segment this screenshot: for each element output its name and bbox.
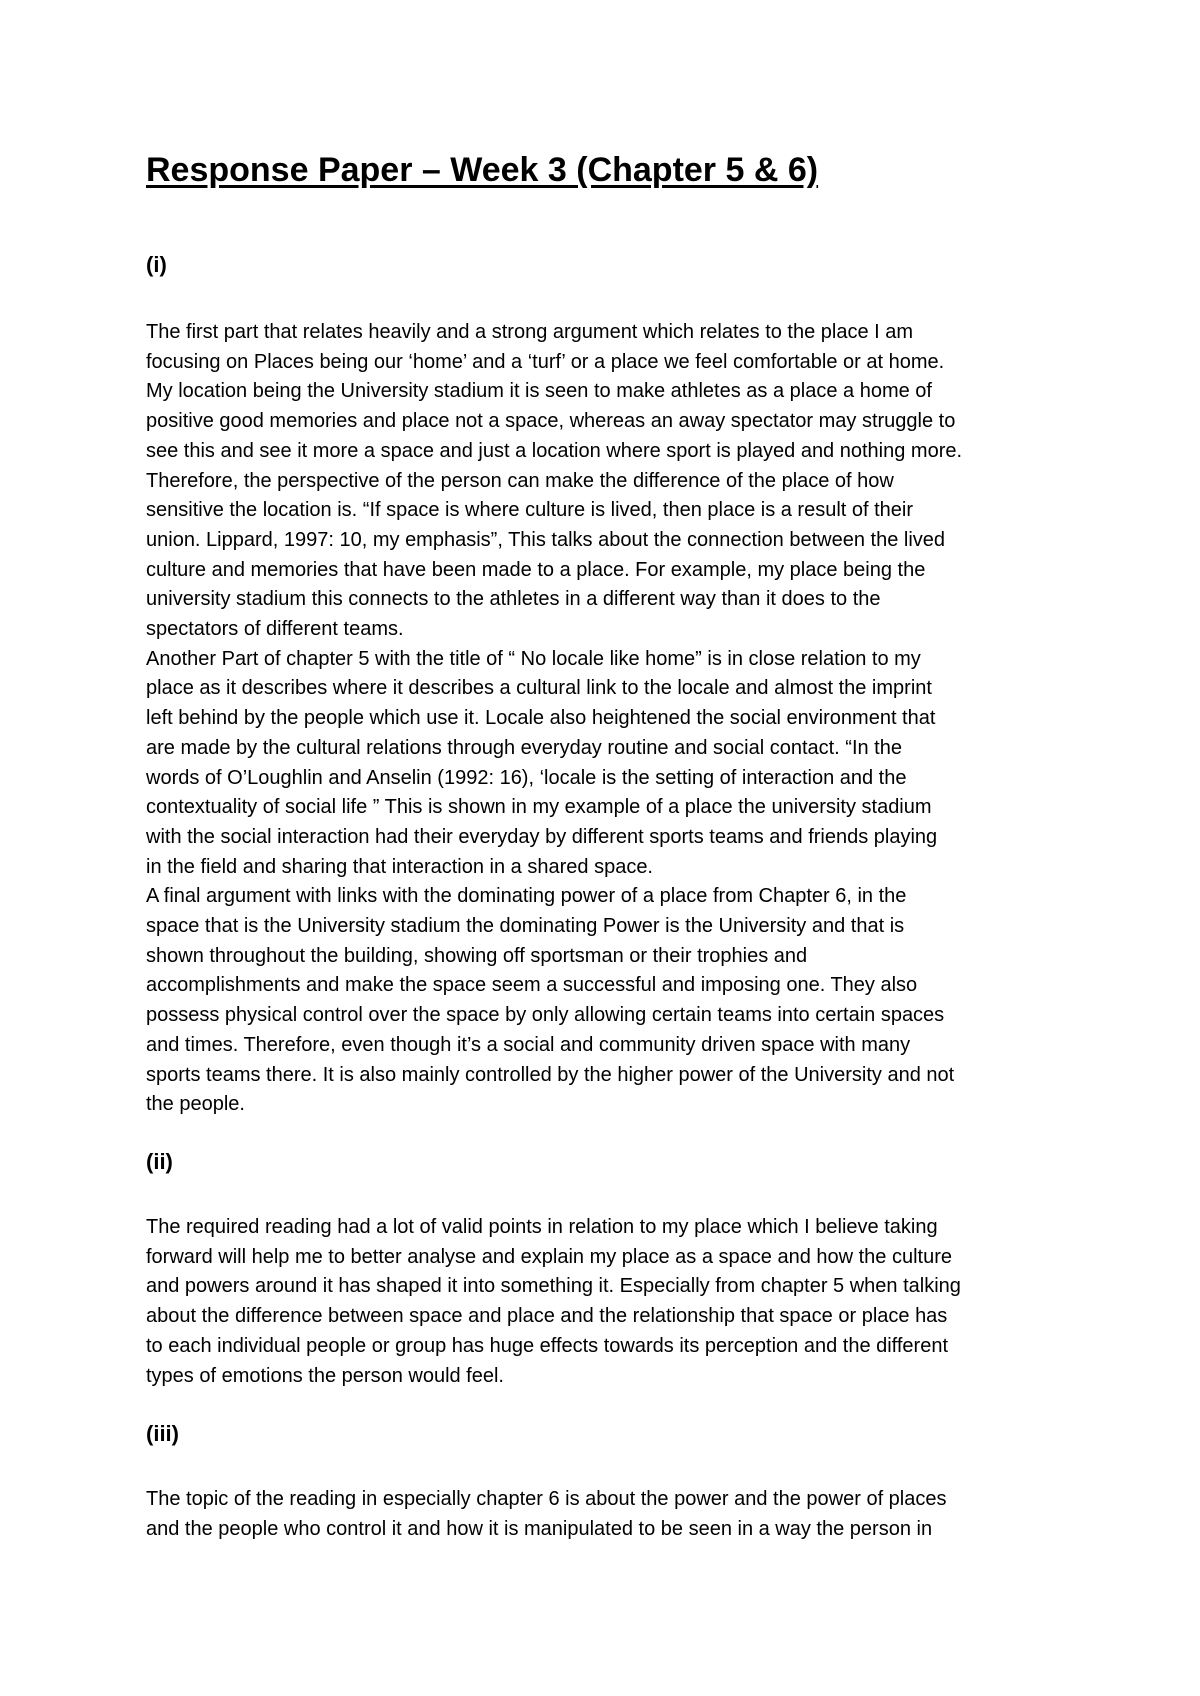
body-line: university stadium this connects to the athletes in a different way than it does to the [146,588,881,611]
body-line: spectators of different teams. [146,618,404,641]
body-line: types of emotions the person would feel. [146,1364,504,1387]
body-line: The first part that relates heavily and a strong argument which relates to the place I am [146,321,914,343]
body-line: the people. [146,1093,245,1116]
body-line: forward will help me to better analyse and explain my place as a space and how the culture [146,1245,953,1268]
body-line: and times. Therefore, even though it’s a social and community driven space with many [146,1033,911,1056]
body-line: Therefore, the perspective of the person can make the difference of the place of how [146,469,894,492]
body-line: sensitive the location is. “If space is where culture is lived, then place is a result of their [146,499,914,522]
body-line: accomplishments and make the space seem a successful and imposing one. They also [146,974,918,997]
body-line: The required reading had a lot of valid points in relation to my place which I believe taking [146,1215,938,1238]
section-body-iii [146,1485,1066,1544]
section-heading-i: (i) [146,252,167,277]
section-body-ii [146,1213,1066,1391]
document-title: Response Paper – Week 3 (Chapter 5 & 6) [146,151,819,189]
body-line: see this and see it more a space and just a location where sport is played and nothing more. [146,439,963,462]
body-line: My location being the University stadium it is seen to make athletes as a place a home of [146,380,932,403]
body-line: sports teams there. It is also mainly controlled by the higher power of the University and not [146,1063,955,1086]
body-line: with the social interaction had their everyday by different sports teams and friends playing [146,825,938,848]
body-line: positive good memories and place not a space, whereas an away spectator may struggle to [146,410,956,433]
body-line: and the people who control it and how it is manipulated to be seen in a way the person in [146,1517,933,1540]
body-line: contextuality of social life ” This is shown in my example of a place the university stadium [146,796,932,819]
body-line: in the field and sharing that interaction in a shared space. [146,855,653,878]
body-line: Another Part of chapter 5 with the title of “ No locale like home” is in close relation to my [146,647,921,670]
body-line: are made by the cultural relations through everyday routine and social contact. “In the [146,736,902,759]
body-line: A final argument with links with the dominating power of a place from Chapter 6, in the [146,885,907,908]
body-line: left behind by the people which use it. Locale also heightened the social environment that [146,707,936,730]
section-heading-ii: (ii) [146,1148,173,1174]
section-heading-iii: (iii) [146,1421,179,1447]
body-line: and powers around it has shaped it into something it. Especially from chapter 5 when talking [146,1275,961,1298]
body-line: about the difference between space and place and the relationship that space or place has [146,1305,948,1328]
body-line: union. Lippard, 1997: 10, my emphasis”, This talks about the connection between the lived [146,528,946,551]
body-line: shown throughout the building, showing off sportsman or their trophies and [146,944,808,967]
body-line: space that is the University stadium the dominating Power is the University and that is [146,915,905,938]
body-line: to each individual people or group has huge effects towards its perception and the different [146,1334,949,1357]
body-line: The topic of the reading in especially chapter 6 is about the power and the power of places [146,1488,947,1511]
body-line: words of O’Loughlin and Anselin (1992: 16), ‘locale is the setting of interaction and the [146,766,907,789]
document-page [146,148,1066,1545]
body-line: possess physical control over the space by only allowing certain teams into certain spaces [146,1004,945,1027]
body-line: focusing on Places being our ‘home’ and a ‘turf’ or a place we feel comfortable or at home. [146,350,945,373]
body-line: place as it describes where it describes a cultural link to the locale and almost the imprint [146,677,932,700]
body-line: culture and memories that have been made to a place. For example, my place being the [146,558,926,581]
section-body-i [146,318,1066,1120]
